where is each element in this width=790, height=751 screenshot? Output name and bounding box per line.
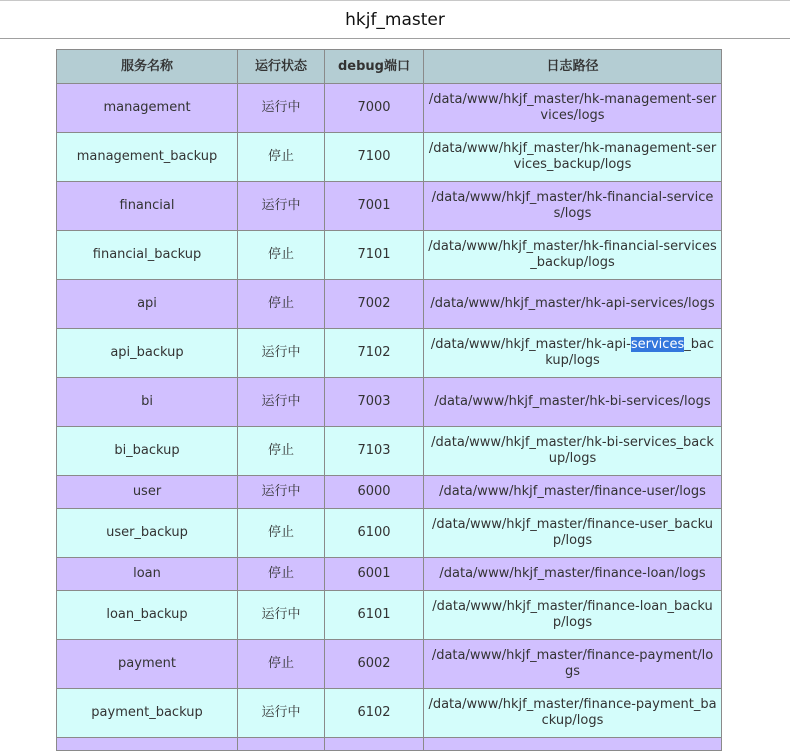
service-status: 运行中 [238,84,325,133]
table-row [57,182,722,231]
table-row [57,558,722,591]
service-status: 运行中 [238,329,325,378]
service-status: 停止 [238,427,325,476]
table-row [57,280,722,329]
service-status: 停止 [238,509,325,558]
table-row [57,133,722,182]
debug-port: 6102 [325,689,424,738]
log-path [424,329,722,378]
service-name: management_backup [57,133,238,182]
debug-port: 7003 [325,378,424,427]
service-name: user_backup [57,509,238,558]
service-name: user [57,476,238,509]
service-status: 停止 [238,231,325,280]
service-name: payment_backup [57,689,238,738]
debug-port: 6001 [325,558,424,591]
table-row [57,427,722,476]
debug-port: 6000 [325,476,424,509]
page-title: hkjf_master [0,0,790,39]
service-status: 运行中 [238,689,325,738]
service-name: financial [57,182,238,231]
service-name: bi [57,378,238,427]
debug-port: 6100 [325,509,424,558]
services-table [56,49,722,751]
log-path: /data/www/hkjf_master/finance-user/logs [424,476,722,509]
header-service-name: 服务名称 [57,50,238,84]
service-name: loan_backup [57,591,238,640]
service-name: loan [57,558,238,591]
log-path: /data/www/hkjf_master/hk-bi-services_backup/logs [424,427,722,476]
table-row [57,84,722,133]
log-path: /data/www/hkjf_master/finance-loan/logs [424,558,722,591]
service-status: 运行中 [238,182,325,231]
table-header-row [57,50,722,84]
log-path: /data/www/hkjf_master/finance-payment_backup/logs [424,689,722,738]
log-path: /data/www/hkjf_master/finance-user_backup/logs [424,509,722,558]
log-path-part: _backup/logs [545,337,715,368]
debug-port: 6101 [325,591,424,640]
service-name: bi_backup [57,427,238,476]
table-row [57,476,722,509]
debug-port: 6002 [325,640,424,689]
log-path: /data/www/hkjf_master/hk-api-services/logs [424,280,722,329]
service-status: 停止 [238,640,325,689]
service-name: api_backup [57,329,238,378]
text-selection-highlight[interactable]: services [630,337,685,352]
debug-port: 7100 [325,133,424,182]
service-status: 运行中 [238,591,325,640]
service-name: management [57,84,238,133]
table-row [57,591,722,640]
service-name: payment [57,640,238,689]
debug-port: 7103 [325,427,424,476]
log-path: /data/www/hkjf_master/hk-management-services_backup/logs [424,133,722,182]
service-status: 停止 [238,558,325,591]
table-row [57,509,722,558]
header-log-path: 日志路径 [424,50,722,84]
log-path: /data/www/hkjf_master/finance-payment/logs [424,640,722,689]
debug-port [325,738,424,751]
table-row [57,378,722,427]
table-row [57,329,722,378]
table-row [57,689,722,738]
debug-port: 7002 [325,280,424,329]
log-path: /data/www/hkjf_master/hk-financial-services_backup/logs [424,231,722,280]
debug-port: 7101 [325,231,424,280]
table-row-partial [57,738,722,751]
debug-port: 7102 [325,329,424,378]
service-status: 运行中 [238,476,325,509]
header-status: 运行状态 [238,50,325,84]
log-path [424,738,722,751]
table-row [57,640,722,689]
log-path: /data/www/hkjf_master/hk-bi-services/logs [424,378,722,427]
debug-port: 7001 [325,182,424,231]
service-status: 停止 [238,133,325,182]
log-path: /data/www/hkjf_master/finance-loan_backup/logs [424,591,722,640]
header-debug-port: debug端口 [325,50,424,84]
service-status: 停止 [238,280,325,329]
table-row [57,231,722,280]
log-path: /data/www/hkjf_master/hk-management-services/logs [424,84,722,133]
service-name: api [57,280,238,329]
service-name [57,738,238,751]
log-path: /data/www/hkjf_master/hk-financial-services/logs [424,182,722,231]
service-name: financial_backup [57,231,238,280]
debug-port: 7000 [325,84,424,133]
service-status: 运行中 [238,378,325,427]
service-status [238,738,325,751]
log-path-part: /data/www/hkjf_master/hk-api- [430,337,631,352]
